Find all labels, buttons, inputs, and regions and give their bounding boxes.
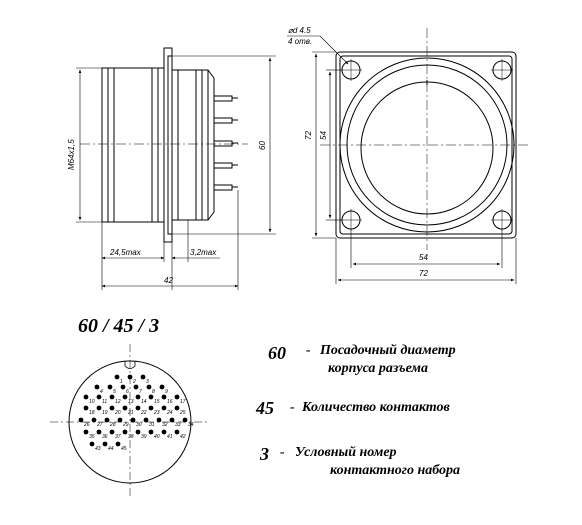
contact-number: 7 (139, 389, 142, 395)
contact-pin (90, 442, 95, 447)
contact-pin (116, 442, 121, 447)
contact-number: 23 (154, 410, 160, 416)
contact-number: 3 (146, 379, 149, 385)
side-view (76, 48, 276, 290)
contact-pin (97, 406, 102, 411)
legend-text-45-line1: Количество контактов (302, 400, 450, 415)
contact-number: 30 (136, 422, 142, 428)
contact-number: 41 (167, 434, 173, 440)
code-title: 60 / 45 / 3 (78, 315, 160, 337)
contact-pin (105, 418, 110, 423)
dim-72-horizontal-label: 72 (419, 269, 428, 278)
contact-pin (175, 406, 180, 411)
contact-number: 43 (95, 446, 101, 452)
contact-pin (84, 406, 89, 411)
contact-pin (144, 418, 149, 423)
contact-pin (97, 430, 102, 435)
dim-42-label: 42 (164, 276, 173, 285)
contact-pin (149, 430, 154, 435)
legend-text-3-line1: Условный номер (295, 445, 397, 460)
legend (255, 343, 460, 478)
dim-72-vertical-label: 72 (304, 131, 313, 140)
side-body (102, 68, 164, 222)
contact-number: 14 (141, 399, 147, 405)
contact-number: 13 (128, 399, 134, 405)
contact-pin (162, 395, 167, 400)
contact-number: 22 (141, 410, 147, 416)
contact-number: 5 (113, 389, 116, 395)
contact-pin (121, 385, 126, 390)
contact-number: 1 (120, 379, 123, 385)
contact-number: 28 (110, 422, 116, 428)
contact-number: 44 (108, 446, 114, 452)
legend-number-60: 60 (268, 343, 286, 363)
side-rear-shell (172, 70, 208, 220)
contact-pin (92, 418, 97, 423)
legend-text-60-line1: Посадочный диаметр (320, 343, 456, 358)
contact-pin (175, 395, 180, 400)
contact-pin (110, 395, 115, 400)
contact-pin (141, 375, 146, 380)
dim-3-2-label: 3,2max (190, 248, 217, 257)
contact-number: 32 (162, 422, 168, 428)
contact-pin (157, 418, 162, 423)
hole-diameter-label: ⌀d 4.5 (288, 26, 311, 35)
contact-pin (110, 406, 115, 411)
contact-number: 4 (100, 389, 103, 395)
contact-number: 10 (89, 399, 95, 405)
dim-54-vertical-label: 54 (319, 131, 328, 140)
contact-pin (118, 418, 123, 423)
legend-number-3: 3 (260, 444, 269, 464)
contact-number: 33 (175, 422, 181, 428)
contact-number: 39 (141, 434, 147, 440)
contact-pin (110, 430, 115, 435)
contact-number: 34 (188, 422, 194, 428)
contacts-group (79, 375, 194, 452)
contact-pin (95, 385, 100, 390)
contact-number: 9 (165, 389, 168, 395)
contact-number: 31 (149, 422, 155, 428)
contact-pin (147, 385, 152, 390)
contact-pin (84, 430, 89, 435)
contact-number: 35 (89, 434, 95, 440)
front-view (287, 28, 530, 284)
contact-pin (160, 385, 165, 390)
contact-pin (175, 430, 180, 435)
contact-pin (136, 406, 141, 411)
thread-label: M64x1,5 (67, 139, 76, 170)
contact-pin (134, 385, 139, 390)
contact-pin (131, 418, 136, 423)
contact-number: 27 (97, 422, 103, 428)
contact-pin (170, 418, 175, 423)
contact-pin (79, 418, 84, 423)
contact-number: 29 (123, 422, 129, 428)
legend-number-45: 45 (256, 398, 274, 418)
contact-number: 40 (154, 434, 160, 440)
contact-number: 2 (133, 379, 136, 385)
contact-pin (162, 406, 167, 411)
contact-number: 36 (102, 434, 108, 440)
contact-number: 25 (180, 410, 186, 416)
hole-count-label: 4 отв. (288, 37, 313, 46)
contact-pin (115, 375, 120, 380)
contact-number: 18 (89, 410, 95, 416)
contact-number: 20 (115, 410, 121, 416)
contact-pin (183, 418, 188, 423)
dim-24-5-label: 24,5max (110, 248, 141, 257)
contact-pin (123, 430, 128, 435)
legend-dash-3: - (280, 445, 285, 460)
contact-pin (136, 395, 141, 400)
contact-pin (103, 442, 108, 447)
side-contact-tails (214, 96, 238, 190)
legend-dash-45: - (290, 400, 295, 415)
diameter-60-label: 60 (258, 141, 267, 150)
legend-text-60-line2: корпуса разъема (328, 361, 429, 376)
contact-number: 24 (167, 410, 173, 416)
contact-number: 26 (84, 422, 90, 428)
contact-number: 19 (102, 410, 108, 416)
legend-text-3-line2: контактного набора (330, 463, 461, 478)
contact-pin (149, 395, 154, 400)
contact-pin (84, 395, 89, 400)
contact-number: 8 (152, 389, 155, 395)
contact-number: 15 (154, 399, 160, 405)
contact-number: 12 (115, 399, 121, 405)
contact-pin (136, 430, 141, 435)
contact-pin (128, 375, 133, 380)
contact-pin (123, 406, 128, 411)
contact-pin (162, 430, 167, 435)
contact-number: 16 (167, 399, 173, 405)
contact-number: 6 (126, 389, 129, 395)
dim-54-horizontal-label: 54 (419, 253, 428, 262)
contact-number: 17 (180, 399, 186, 405)
contact-number: 37 (115, 434, 121, 440)
contact-pin (149, 406, 154, 411)
contact-number: 11 (102, 399, 108, 405)
contact-number: 42 (180, 434, 186, 440)
contact-number: 21 (128, 410, 134, 416)
contact-pin (108, 385, 113, 390)
contact-pin (123, 395, 128, 400)
contact-pin (97, 395, 102, 400)
legend-dash-60: - (306, 343, 311, 358)
contact-number: 38 (128, 434, 134, 440)
contact-number: 45 (121, 446, 127, 452)
